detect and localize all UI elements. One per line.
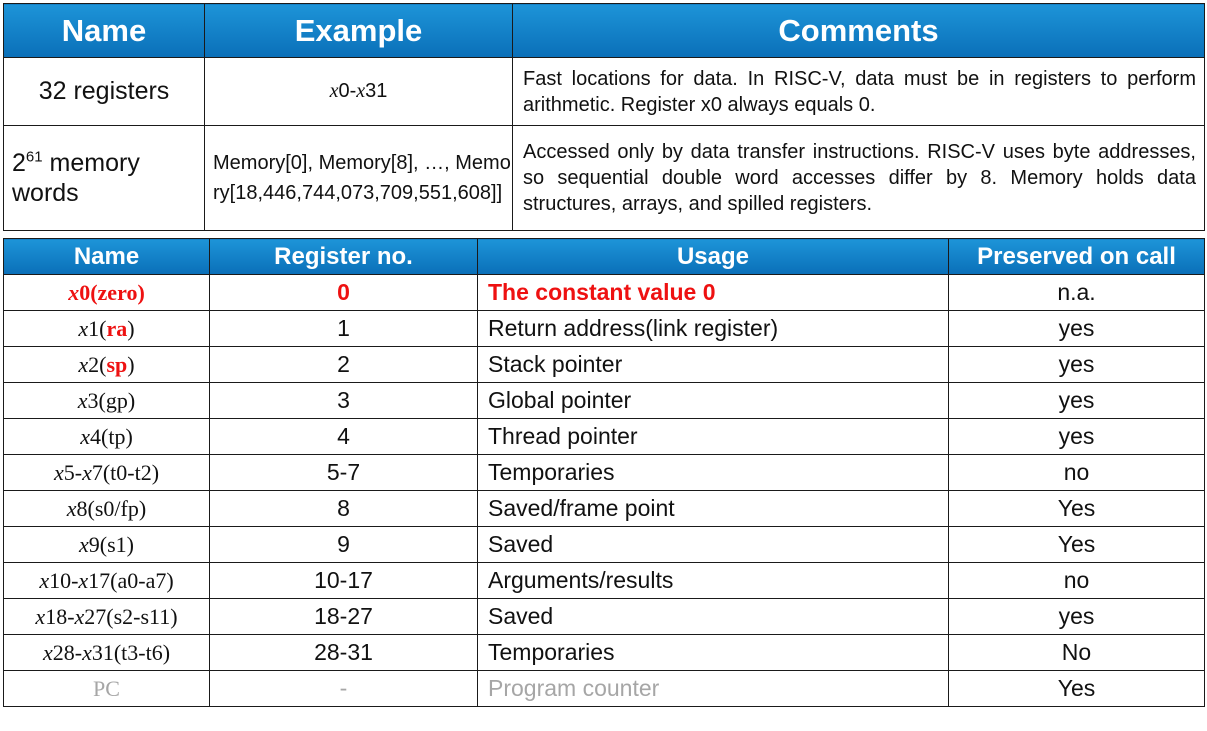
header-name: Name <box>4 4 205 58</box>
reg-x: x <box>39 567 50 593</box>
reg-x: x <box>78 351 89 377</box>
table-row <box>4 347 1205 383</box>
register-usage: Stack pointer <box>478 347 949 383</box>
register-usage: Saved <box>478 527 949 563</box>
header-reg-number: Register no. <box>210 239 478 275</box>
register-usage: Saved <box>478 599 949 635</box>
table-row <box>4 419 1205 455</box>
reg-x: x <box>53 459 64 485</box>
reg-rest: 8(s0/fp) <box>76 495 147 521</box>
header-example: Example <box>205 4 513 58</box>
register-usage: Program counter <box>478 671 949 707</box>
reg-rest: 28- <box>52 639 83 665</box>
name-exponent: 61 <box>25 148 43 166</box>
register-number: 9 <box>210 527 478 563</box>
reg-rest: 0(zero) <box>79 279 145 305</box>
reg-x: x <box>66 495 77 521</box>
reg-x: x <box>80 423 90 449</box>
register-name <box>4 455 210 491</box>
register-preserved: n.a. <box>949 275 1205 311</box>
register-preserved: yes <box>949 419 1205 455</box>
reg-end: ) <box>127 315 135 341</box>
header-preserved: Preserved on call <box>949 239 1205 275</box>
register-name <box>4 383 210 419</box>
operand-example <box>205 58 513 126</box>
table-row <box>4 563 1205 599</box>
reg-x: x <box>79 531 89 557</box>
register-name <box>4 311 210 347</box>
operand-name: 32 registers <box>4 58 205 126</box>
reg-x: x <box>68 279 80 305</box>
reg-x2: x <box>78 567 89 593</box>
register-header-row <box>4 239 1205 275</box>
example-part: x <box>356 80 366 102</box>
register-name <box>4 563 210 599</box>
table-row <box>4 58 1205 126</box>
register-number: - <box>210 671 478 707</box>
reg-x: x <box>35 603 46 629</box>
register-usage: The constant value 0 <box>478 275 949 311</box>
register-name <box>4 599 210 635</box>
register-preserved: yes <box>949 383 1205 419</box>
name-rest: memory words <box>12 149 140 207</box>
register-number: 4 <box>210 419 478 455</box>
register-name <box>4 419 210 455</box>
register-usage: Arguments/results <box>478 563 949 599</box>
header-usage: Usage <box>478 239 949 275</box>
register-number: 1 <box>210 311 478 347</box>
register-number: 3 <box>210 383 478 419</box>
operand-example: Memory[0], Memory[8], …, Memory[18,446,744,073,709,551,608]] <box>205 126 513 231</box>
operand-name <box>4 126 205 231</box>
reg-rest: 18- <box>45 603 75 629</box>
register-number: 2 <box>210 347 478 383</box>
register-table <box>3 238 1205 707</box>
reg-rest2: 27(s2-s11) <box>84 603 178 629</box>
reg-x: x <box>42 639 53 665</box>
table-row <box>4 671 1205 707</box>
reg-rest: 2( <box>88 351 107 377</box>
table-row <box>4 126 1205 231</box>
register-number: 8 <box>210 491 478 527</box>
register-name <box>4 347 210 383</box>
register-preserved: Yes <box>949 527 1205 563</box>
register-number: 0 <box>210 275 478 311</box>
reg-highlight: ra <box>106 315 128 341</box>
example-part: 0- <box>338 80 357 102</box>
register-name <box>4 635 210 671</box>
register-preserved: yes <box>949 599 1205 635</box>
table-row <box>4 635 1205 671</box>
name-base: 2 <box>12 149 26 177</box>
register-preserved: No <box>949 635 1205 671</box>
register-number: 10-17 <box>210 563 478 599</box>
reg-rest2: 17(a0-a7) <box>88 567 174 593</box>
register-number: 18-27 <box>210 599 478 635</box>
operands-table <box>3 3 1205 231</box>
table-row <box>4 491 1205 527</box>
operands-header-row <box>4 4 1205 58</box>
register-name <box>4 491 210 527</box>
reg-rest2: 31(t3-t6) <box>91 639 171 665</box>
register-usage: Saved/frame point <box>478 491 949 527</box>
register-number: 28-31 <box>210 635 478 671</box>
reg-rest: 9(s1) <box>88 531 134 557</box>
table-row <box>4 311 1205 347</box>
table-row <box>4 455 1205 491</box>
register-preserved: no <box>949 563 1205 599</box>
register-preserved: yes <box>949 347 1205 383</box>
operand-comment: Fast locations for data. In RISC-V, data must be in registers to perform arithmetic. Register x0 always equals 0. <box>513 58 1205 126</box>
header-reg-name: Name <box>4 239 210 275</box>
reg-x2: x <box>82 459 92 485</box>
reg-rest: 4(tp) <box>90 423 133 449</box>
register-usage: Thread pointer <box>478 419 949 455</box>
register-name <box>4 275 210 311</box>
operand-comment: Accessed only by data transfer instructions. RISC-V uses byte addresses, so sequential double word accesses differ by 8. Memory holds data structures, arrays, and spilled registers. <box>513 126 1205 231</box>
example-part: x <box>329 80 339 102</box>
register-number: 5-7 <box>210 455 478 491</box>
reg-rest: 3(gp) <box>87 387 136 413</box>
reg-rest: 10- <box>49 567 79 593</box>
reg-x: x <box>77 387 88 413</box>
table-row <box>4 599 1205 635</box>
header-comments: Comments <box>513 4 1205 58</box>
reg-highlight: sp <box>106 351 128 377</box>
reg-x2: x <box>82 639 92 665</box>
register-preserved: yes <box>949 311 1205 347</box>
reg-rest2: 7(t0-t2) <box>91 459 160 485</box>
register-preserved: no <box>949 455 1205 491</box>
example-part: 31 <box>365 80 388 102</box>
reg-end: ) <box>127 351 135 377</box>
register-usage: Temporaries <box>478 635 949 671</box>
register-usage: Return address(link register) <box>478 311 949 347</box>
register-preserved: Yes <box>949 671 1205 707</box>
reg-rest: 1( <box>88 315 107 341</box>
table-row <box>4 527 1205 563</box>
reg-x: x <box>78 315 89 341</box>
reg-rest: 5- <box>63 459 83 485</box>
register-name <box>4 527 210 563</box>
register-usage: Global pointer <box>478 383 949 419</box>
register-preserved: Yes <box>949 491 1205 527</box>
table-row <box>4 275 1205 311</box>
register-name: PC <box>4 671 210 707</box>
table-row <box>4 383 1205 419</box>
reg-x2: x <box>74 603 85 629</box>
register-usage: Temporaries <box>478 455 949 491</box>
